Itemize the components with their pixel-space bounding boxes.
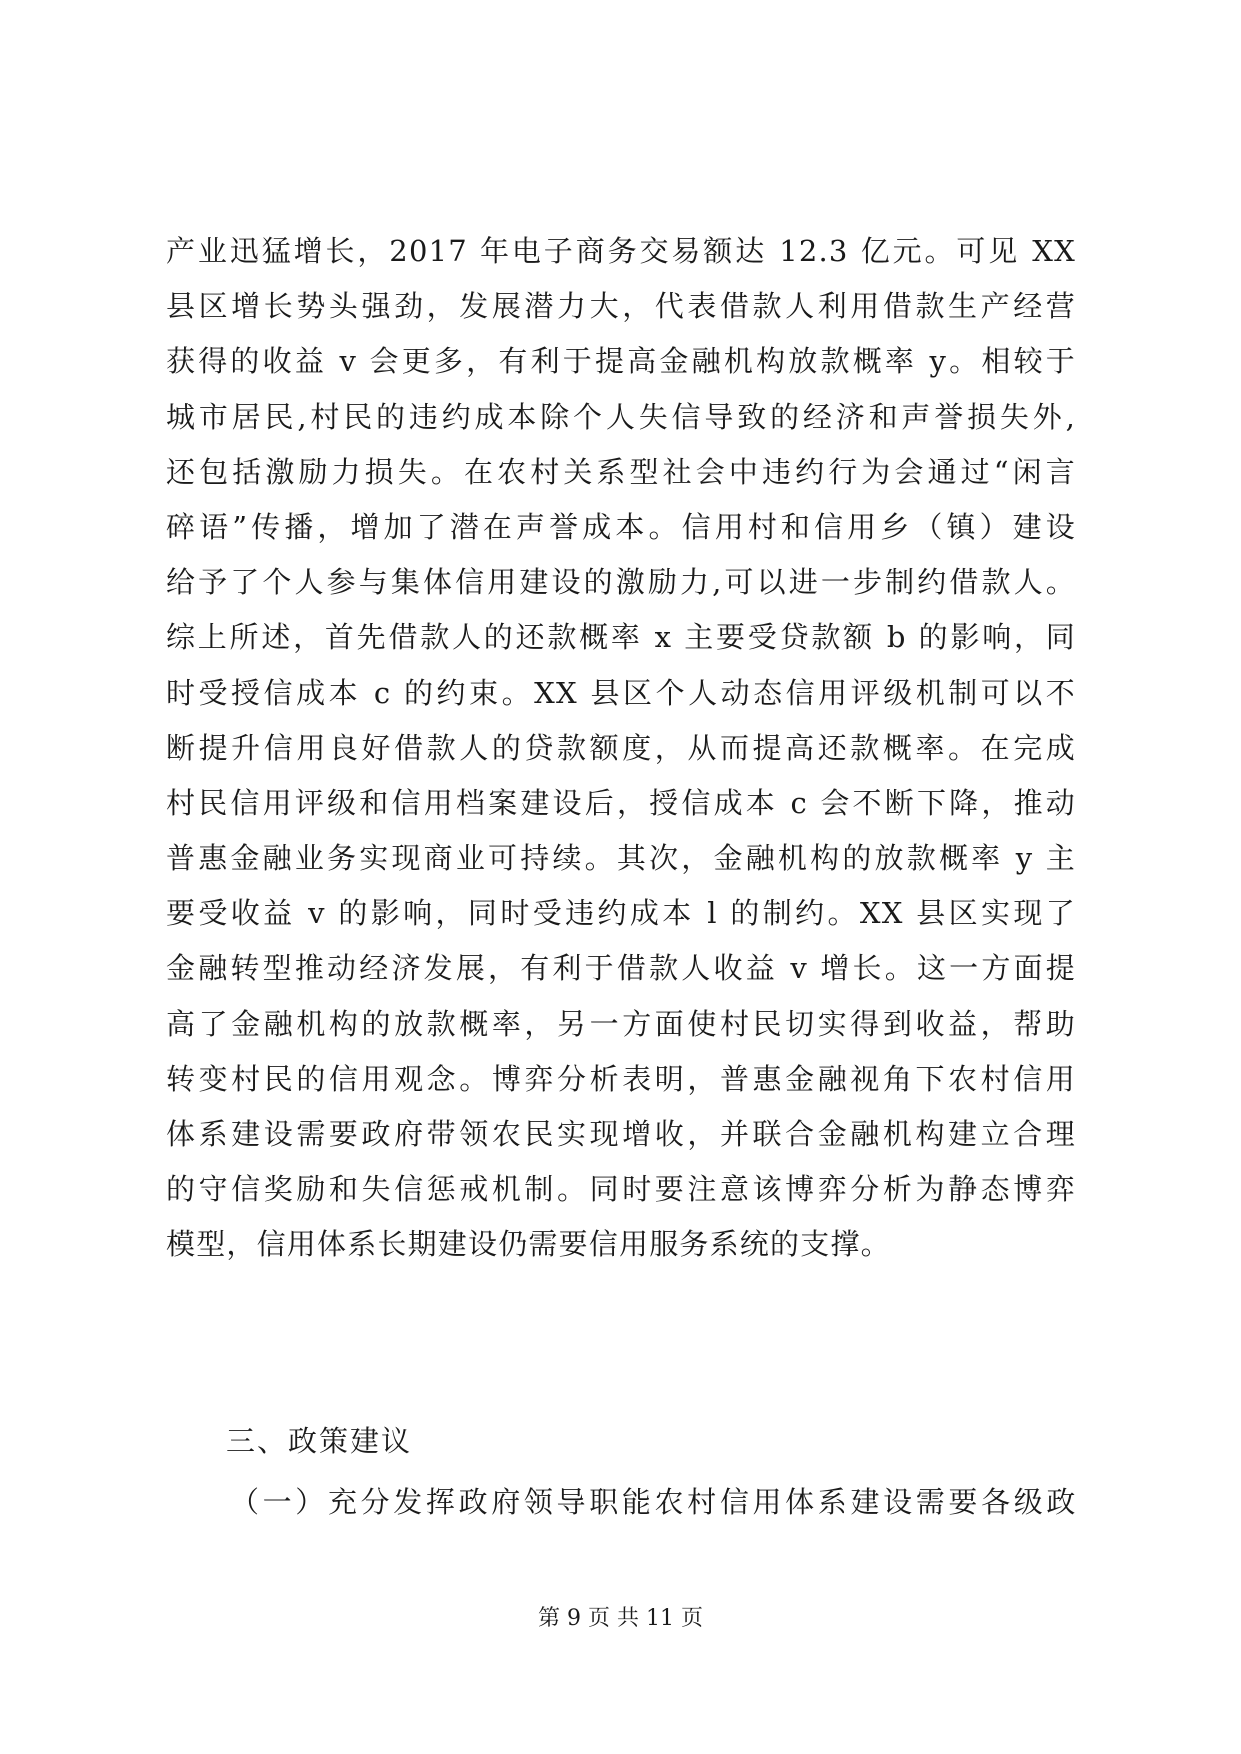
body-paragraph: [166, 224, 1076, 1273]
paragraph-line: 的守信奖励和失信惩戒机制。同时要注意该博弈分析为静态博弈: [166, 1172, 1076, 1207]
paragraph-line: 获得的收益 v 会更多，有利于提高金融机构放款概率 y。相较于: [166, 344, 1076, 379]
paragraph-line: 产业迅猛增长，2017 年电子商务交易额达 12.3 亿元。可见 XX: [166, 234, 1076, 268]
paragraph-line: 时受授信成本 c 的约束。XX 县区个人动态信用评级机制可以不: [166, 675, 1076, 710]
paragraph-line: 县区增长势头强劲，发展潜力大，代表借款人利用借款生产经营: [166, 289, 1076, 324]
subsection-line: （一）充分发挥政府领导职能农村信用体系建设需要各级政: [230, 1485, 1076, 1519]
section-heading: 三、政策建议: [226, 1424, 413, 1458]
page-footer: 第 9 页 共 11 页: [538, 1606, 703, 1631]
paragraph-line: 金融转型推动经济发展，有利于借款人收益 v 增长。这一方面提: [166, 951, 1076, 986]
paragraph-line: 模型，信用体系长期建设仍需要信用服务系统的支撑。: [166, 1227, 891, 1262]
paragraph-line: 体系建设需要政府带领农民实现增收，并联合金融机构建立合理: [166, 1117, 1076, 1151]
paragraph-line: 还包括激励力损失。在农村关系型社会中违约行为会通过“闲言: [166, 454, 1076, 489]
paragraph-line: 转变村民的信用观念。博弈分析表明，普惠金融视角下农村信用: [166, 1061, 1076, 1096]
paragraph-line: 城市居民,村民的违约成本除个人失信导致的经济和声誉损失外,: [166, 399, 1076, 434]
paragraph-line: 碎语”传播，增加了潜在声誉成本。信用村和信用乡（镇）建设: [166, 509, 1076, 544]
paragraph-line: 要受收益 v 的影响，同时受违约成本 l 的制约。XX 县区实现了: [166, 896, 1076, 931]
paragraph-line: 村民信用评级和信用档案建设后，授信成本 c 会不断下降，推动: [166, 785, 1076, 820]
paragraph-line: 给予了个人参与集体信用建设的激励力,可以进一步制约借款人。: [166, 565, 1076, 600]
paragraph-line: 断提升信用良好借款人的贷款额度，从而提高还款概率。在完成: [166, 730, 1076, 765]
paragraph-line: 普惠金融业务实现商业可持续。其次，金融机构的放款概率 y 主: [166, 841, 1076, 876]
paragraph-line: 高了金融机构的放款概率，另一方面使村民切实得到收益，帮助: [166, 1006, 1076, 1041]
paragraph-line: 综上所述，首先借款人的还款概率 x 主要受贷款额 b 的影响，同: [166, 620, 1076, 655]
